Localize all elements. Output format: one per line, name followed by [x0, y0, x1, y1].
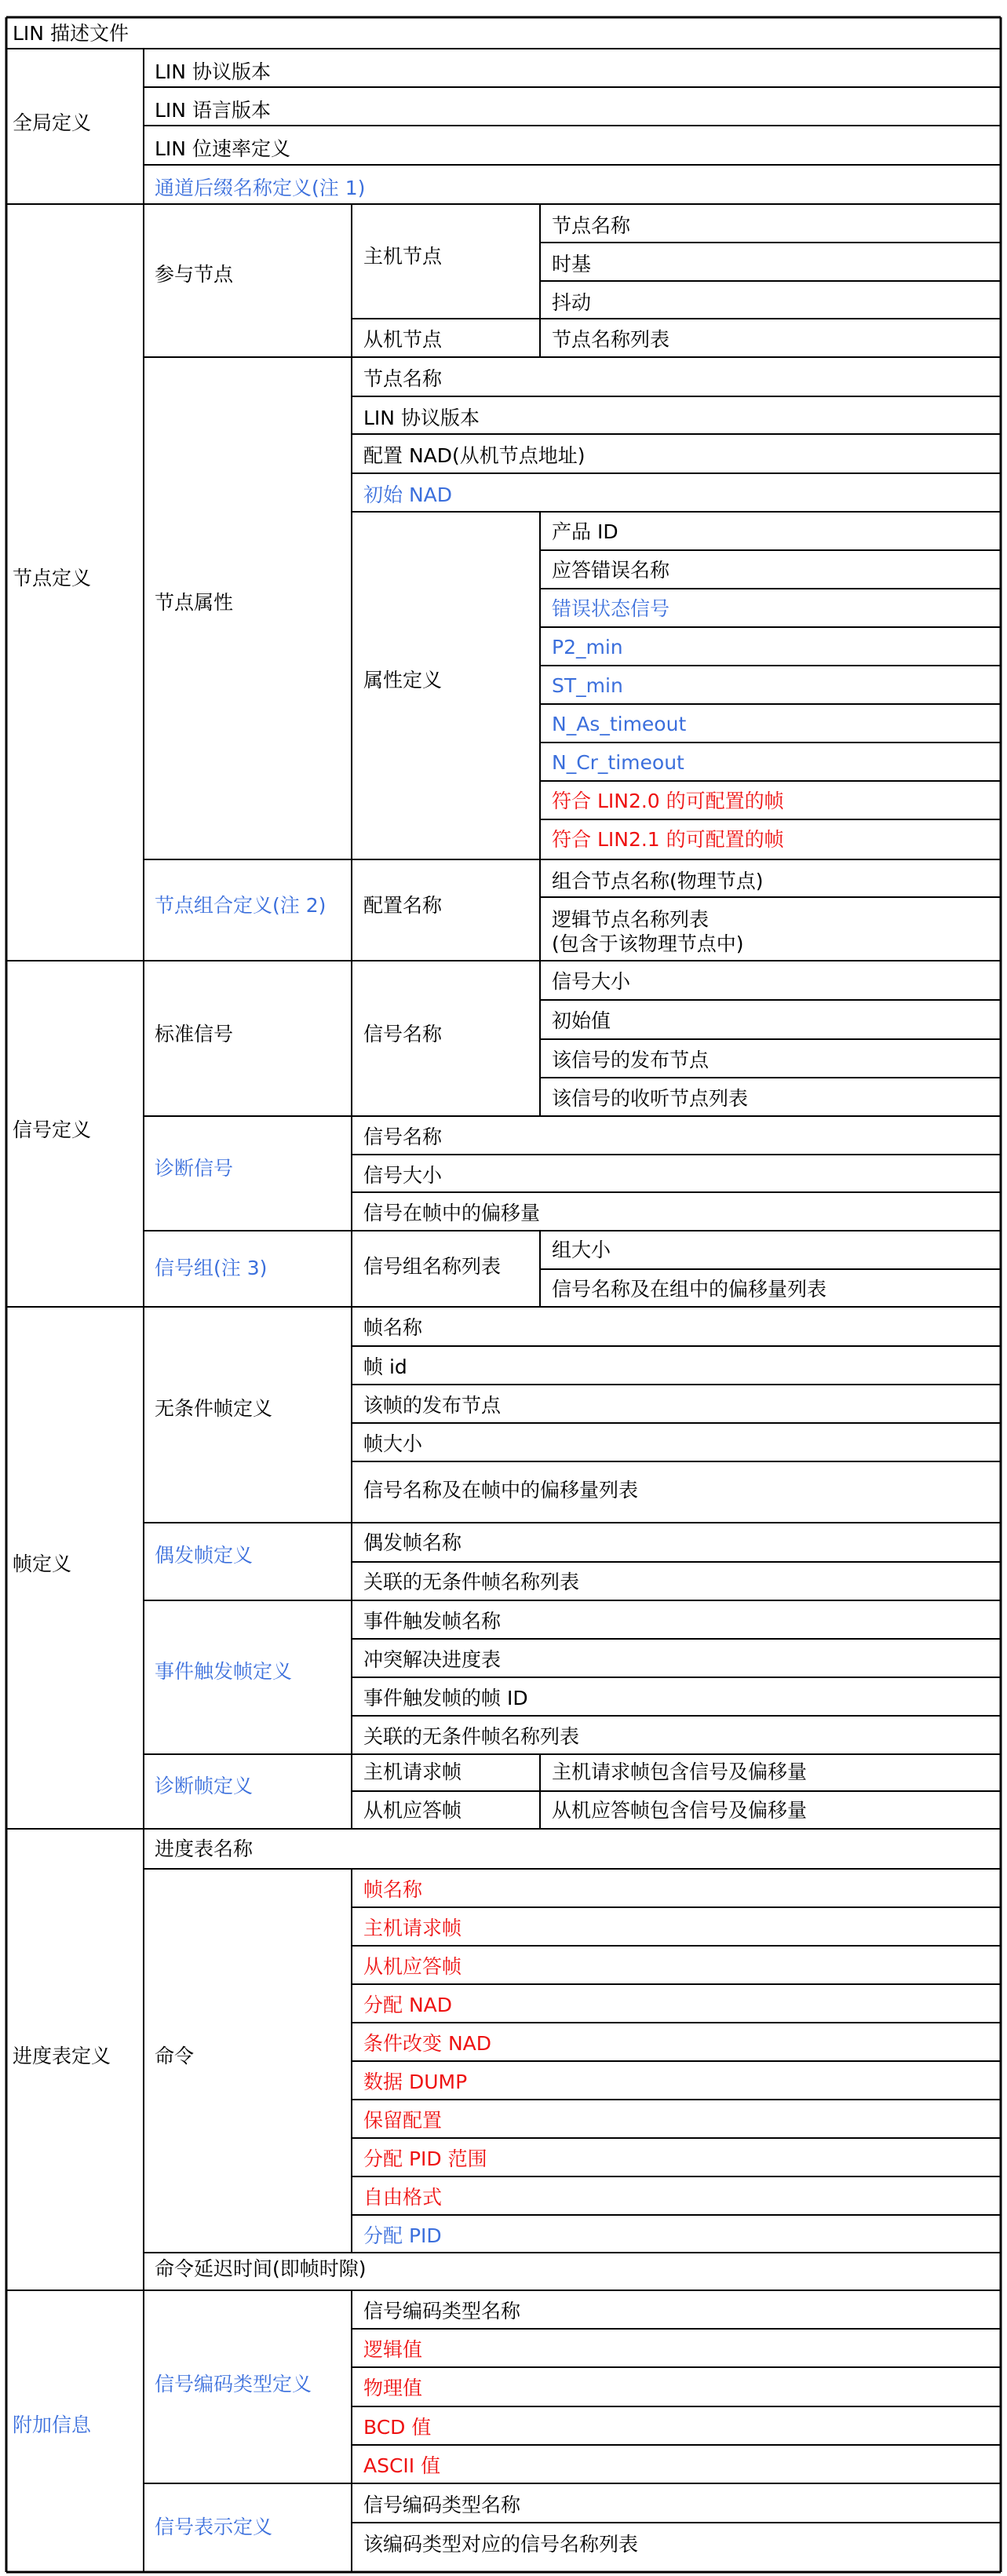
item-label: 帧 id — [363, 1356, 407, 1378]
item-label: 条件改变 NAD — [363, 2032, 492, 2055]
item-label: 主机请求帧 — [363, 1761, 462, 1783]
item-label: 帧名称 — [363, 1316, 423, 1339]
item-label: 符合 LIN2.1 的可配置的帧 — [552, 828, 784, 851]
item-label: 信号编码类型名称 — [363, 2300, 521, 2322]
group-label: 节点组合定义(注 2) — [155, 894, 327, 917]
group-label: 信号组(注 3) — [155, 1257, 268, 1279]
item-label: LIN 协议版本 — [363, 407, 480, 429]
item-label: N_As_timeout — [552, 713, 687, 735]
subgroup-label: 配置名称 — [363, 894, 443, 917]
item-label: 逻辑值 — [363, 2338, 423, 2361]
group-label: 标准信号 — [155, 1023, 234, 1045]
table-grid — [6, 17, 1001, 2572]
group-label: 节点属性 — [155, 591, 234, 614]
item-label: 偶发帧名称 — [363, 1531, 462, 1554]
item-label: 逻辑节点名称列表 — [552, 908, 710, 931]
item-label: 帧大小 — [363, 1432, 423, 1455]
global-item: 通道后缀名称定义(注 1) — [155, 177, 366, 199]
item-label: 该帧的发布节点 — [363, 1394, 502, 1417]
item-label: 该编码类型对应的信号名称列表 — [363, 2533, 639, 2556]
subgroup-label: 信号名称 — [363, 1023, 443, 1045]
section-label: 帧定义 — [13, 1553, 72, 1575]
schedule-name: 进度表名称 — [155, 1837, 254, 1860]
item-label: 主机请求帧包含信号及偏移量 — [552, 1761, 808, 1783]
item-label: 信号编码类型名称 — [363, 2494, 521, 2516]
subgroup-label: 信号组名称列表 — [363, 1255, 502, 1278]
global-item: LIN 协议版本 — [155, 60, 271, 83]
group-label: 命令 — [155, 2045, 195, 2067]
group-label: 事件触发帧定义 — [155, 1660, 293, 1683]
item-label: ASCII 值 — [363, 2454, 441, 2477]
item-label: N_Cr_timeout — [552, 751, 684, 774]
item-label: 错误状态信号 — [552, 597, 670, 620]
item-label: P2_min — [552, 636, 623, 659]
item-label: 事件触发帧名称 — [363, 1610, 502, 1633]
item-label: 符合 LIN2.0 的可配置的帧 — [552, 790, 784, 812]
group-label: 无条件帧定义 — [155, 1397, 273, 1420]
item-label: 时基 — [552, 253, 592, 275]
item-label: 事件触发帧的帧 ID — [363, 1687, 528, 1709]
item-label: 应答错误名称 — [552, 559, 670, 582]
delay-label: 命令延迟时间(即帧时隙) — [155, 2257, 367, 2280]
item-label: 主机请求帧 — [363, 1917, 462, 1939]
group-label: 诊断帧定义 — [155, 1775, 254, 1797]
item-label: 节点名称列表 — [552, 328, 670, 351]
item-label: 初始 NAD — [363, 483, 453, 506]
item-label: 信号名称及在组中的偏移量列表 — [552, 1278, 827, 1301]
item-label: 分配 PID — [363, 2224, 442, 2247]
item-label: 分配 PID 范围 — [363, 2147, 487, 2170]
item-label: 保留配置 — [363, 2109, 443, 2132]
item-label: 帧名称 — [363, 1878, 423, 1901]
item-label: (包含于该物理节点中) — [552, 932, 744, 955]
item-label: 从机应答帧 — [363, 1955, 462, 1978]
item-label: 信号大小 — [552, 970, 631, 993]
section-label: 进度表定义 — [13, 2045, 111, 2067]
group-label: 诊断信号 — [155, 1157, 234, 1180]
item-label: 节点名称 — [363, 367, 443, 390]
subgroup-label: 属性定义 — [363, 669, 443, 691]
group-label: 信号编码类型定义 — [155, 2373, 312, 2395]
item-label: 从机应答帧包含信号及偏移量 — [552, 1799, 808, 1822]
item-label: 从机应答帧 — [363, 1799, 462, 1822]
item-label: 信号在帧中的偏移量 — [363, 1202, 541, 1224]
item-label: 初始值 — [552, 1009, 611, 1032]
document-title: LIN 描述文件 — [13, 22, 129, 45]
item-label: 组大小 — [552, 1239, 611, 1261]
item-label: 节点名称 — [552, 214, 631, 237]
item-label: 关联的无条件帧名称列表 — [363, 1571, 580, 1593]
item-label: 该信号的发布节点 — [552, 1049, 710, 1071]
item-label: 数据 DUMP — [363, 2071, 468, 2093]
item-label: 冲突解决进度表 — [363, 1648, 502, 1671]
item-label: 自由格式 — [363, 2186, 443, 2209]
global-item: LIN 位速率定义 — [155, 137, 290, 160]
item-label: 信号名称 — [363, 1126, 443, 1148]
item-label: 配置 NAD(从机节点地址) — [363, 444, 586, 467]
section-label: 信号定义 — [13, 1118, 92, 1141]
section-label: 附加信息 — [13, 2414, 92, 2436]
item-label: 信号名称及在帧中的偏移量列表 — [363, 1479, 639, 1501]
item-label: BCD 值 — [363, 2416, 432, 2439]
subgroup-label: 主机节点 — [363, 245, 443, 268]
item-label: 关联的无条件帧名称列表 — [363, 1725, 580, 1748]
item-label: 分配 NAD — [363, 1994, 453, 2016]
table-text — [13, 22, 826, 2556]
group-label: 参与节点 — [155, 263, 234, 286]
group-label: 信号表示定义 — [155, 2516, 273, 2538]
item-label: ST_min — [552, 674, 623, 697]
section-label: 节点定义 — [13, 567, 92, 589]
item-label: 组合节点名称(物理节点) — [552, 870, 764, 892]
group-label: 偶发帧定义 — [155, 1544, 254, 1567]
item-label: 物理值 — [363, 2377, 423, 2399]
section-label: 全局定义 — [13, 111, 92, 134]
item-label: 该信号的收听节点列表 — [552, 1087, 749, 1110]
global-item: LIN 语言版本 — [155, 99, 271, 122]
subgroup-label: 从机节点 — [363, 328, 443, 351]
item-label: 信号大小 — [363, 1164, 443, 1187]
item-label: 产品 ID — [552, 520, 618, 543]
item-label: 抖动 — [552, 291, 592, 314]
